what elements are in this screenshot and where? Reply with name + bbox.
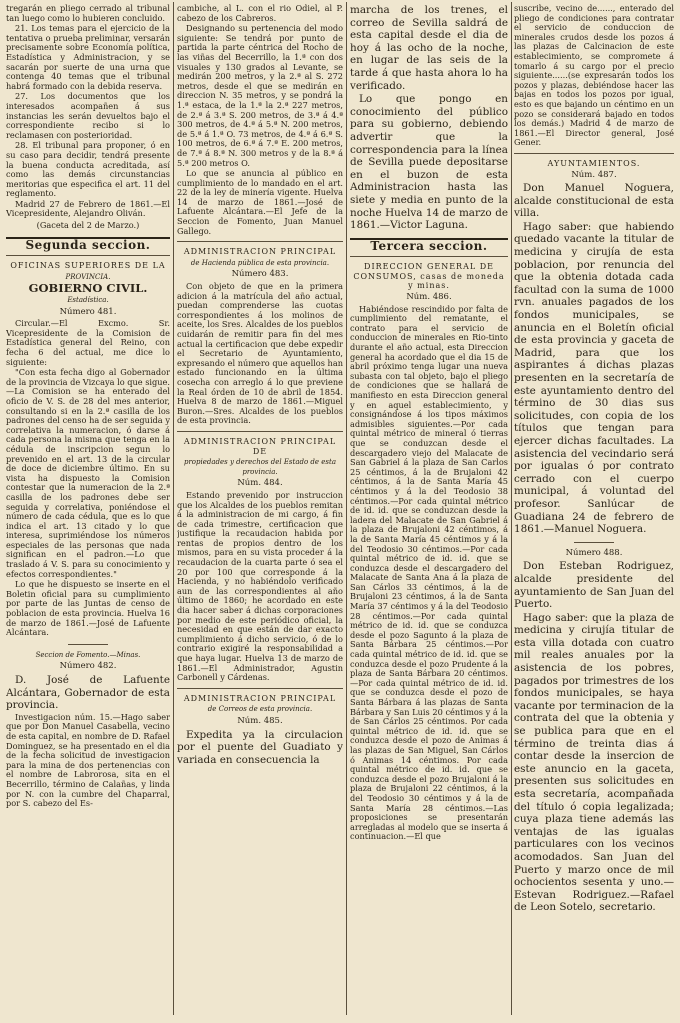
office-subheading: PROVINCIA. (65, 272, 111, 281)
admin-subheading: propiedades y derechos del Estado de esta provincia. (183, 458, 337, 476)
divider (6, 255, 170, 256)
notice-number: Número 488. (565, 547, 623, 558)
office-heading: OFICINAS SUPERIORES DE LA (10, 261, 166, 271)
paragraph: Habiéndose rescindido por falta de cumplimiento del rematante, el contrato para el servicio de conduccion de minerales en Rio-tinto durante el año actual, esta Direccion general ha acordado que el dia 15 de abril próximo tenga lugar una nueva subasta con tal objeto, bajo el pliego de condiciones que se hallará de manifiesto en esta Direccion general y en aquel establecimiento, y consignándose á los tipos máximos admisibles siguientes.—Por cada quintal métrico de mineral ó tierras que se conduzcan desde el descargadero viejo del Malacate de San Gabriel á la plaza de San Carlos 25 céntimos, á la de Brujaloni 42 céntimos, á la de Santa María 45 céntimos y á la del Teodosio 38 céntimos.—Por cada quintal métrico de id. id. que se conduzcan desde la ladera del Malacate de San Gabriel á la plaza de Brujaloni 42 céntimos, á la de Santa María 45 céntimos y á la del Teodosio 30 céntimos.—Por cada quintal métrico de id. id. que se conduzca desde el descargadero del Malacate de Santa Ana á la plaza de San Cárlos 33 céntimos, á la de Brujaloni 23 céntimos, á la de Santa María 37 céntimos y á la del Teodosio 28 céntimos.—Por cada quintal métrico de id. id. que se conduzca desde el pozo Sagunto á la plaza de Santa Bárbara 25 céntimos.—Por cada quintal métrico de id. id. que se conduzca desde el pozo Prudente á la plaza de Santa Bárbara 20 céntimos.—Por cada quintal métrico de id. id. que se conduzca desde el pozo de Santa Bárbara á las plazas de Santa Bárbara y San Luis 20 céntimos y á la de San Cárlos 25 céntimos. Por cada quintal métrico de id. id. que se conduzca desde el pozo de Animas á las plazas de San Miguel, San Cárlos ó Animas 14 céntimos. Por cada quintal métrico de id. id. que se conduzca desde el pozo Brujaloni á la plaza de Brujaloni 22 céntimos, á la del Teodosio 30 céntimos y á la de Santa María 28 céntimos.—Las proposiciones se presentarán arregladas al modelo que se inserta á continuacion.—El que (350, 303, 508, 842)
paragraph: 27. Los documentos que los interesados acompañen á sus instancias les serán devueltos bajo el correspondiente recibo si lo reclamasen con posterioridad. (6, 91, 170, 140)
notice-number: Núm. 486. (406, 292, 452, 303)
notice-number: Núm. 485. (237, 715, 283, 726)
divider (514, 153, 674, 154)
paragraph: Expedita ya la circulacion por el puente del Guadiato y variada en consecuencia la (177, 728, 343, 766)
paragraph: "Con esta fecha digo al Gobernador de la provincia de Vizcaya lo que sigue.—La Comision se ha enterado del oficio de V. S. de 28 del mes anterior, consultando si en la 2.ª casilla de los padrones del censo ha de ser seguida y correlativa la numeracion, ó darse á cada persona la misma que tenga en la cédula de inscripcion segun lo prevenido en el art. 13 de la circular de doce de diciembre último. En su vista ha dispuesto la Comision contestar que la numeracion de la 2.ª casilla de los padrones debe ser seguida y correlativa, poniéndose el número de cada cédula, que es lo que indica el art. 13 citado y lo que interesa, suprimiéndose los números especiales de las personas que nada significan en el padron.—Lo que traslado á V. S. para su conocimiento y efectos correspondientes." (6, 367, 170, 579)
paragraph: Don Manuel Noguera, alcalde constitucional de esta villa. (514, 182, 674, 220)
notice-number: Número 481. (59, 306, 117, 317)
divider (177, 241, 343, 242)
column-4 (514, 4, 674, 1017)
divider (177, 431, 343, 432)
subsection-label: Estadística. (67, 296, 109, 305)
subsection-label: Seccion de Fomento.—Minas. (35, 650, 141, 659)
paragraph: tregarán en pliego cerrado al tribunal tan luego como lo hubieren concluido. (6, 4, 170, 23)
paragraph: Con objeto de que en la primera adicion á la matrícula del año actual, puedan comprenderse las cuotas correspondientes á los molinos de aceite, los Sres. Alcaldes de los pueblos cuidarán de remitir para fin del mes actual la certificacion que debe expedir el Secretario de Ayuntamiento, expresando el número que aquellos han estado funcionando en la última cosecha con arreglo á lo que previene la Real órden de 10 de abril de 1854. Huelva 8 de marzo de 1861.—Miguel Buron.—Sres. Alcaldes de los pueblos de esta provincia. (177, 281, 343, 426)
column-2 (177, 4, 343, 1017)
column-rule (173, 2, 174, 1015)
divider (574, 542, 614, 543)
paragraph: 28. El tribunal para proponer, ó en su caso para decidir, tendrá presente la buena conducta acreditada, así como las demás circunstancias meritorias que especifica el art. 11 del reglamento. (6, 140, 170, 199)
paragraph: suscribe, vecino de......, enterado del pliego de condiciones para contratar el servicio de conduccion de minerales crudos desde los pozos á las plazas de Calcinacion de este establecimiento, se compromete á tomarlo á su cargo por el precio siguiente......(se expresarán todos los pozos y plazas, debiéndose hacer las bajas en todos los pozos por igual, esto es que bajando un céntimo en un pozo se considerará bajado en todos los demás.) Madrid 4 de marzo de 1861.—El Director general, José Gener. (514, 4, 674, 148)
paragraph: Estando prevenido por instruccion que los Alcaldes de los pueblos remitan á la administracion de mi cargo, á fin de cada trimestre, certificacion que justifique la recaudacion habida por rentas de propios dentro de los mismos, para en su vista proceder á la recaudacion de la cuarta parte ó sea el 20 por 100 que corresponde á la Hacienda, y no habiéndolo verificado aun de las correspondientes al año último de 1860; he acordado en este dia hacer saber á dichas corporaciones por medio de este periódico oficial, la necesidad en que están de dar exacto cumplimiento á dicho servicio, ó de lo contrario exigiré la responsabilidad a que haya lugar. Huelva 13 de marzo de 1861.—El Administrador, Agustin Carbonell y Cárdenas. (177, 489, 343, 683)
paragraph: Don Esteban Rodriguez, alcalde presidente del ayuntamiento de San Juan del Puerto. (514, 560, 674, 611)
paragraph: marcha de los trenes, el correo de Sevilla saldrá de esta capital desde el dia de hoy á las ocho de la noche, en lugar de las seis de la tarde á que hasta ahora lo ha verificado. (350, 4, 508, 92)
paragraph: cambiche, al L. con el rio Odiel, al P. cabezo de los Cabreros. (177, 4, 343, 23)
paragraph: Lo que se anuncia al público en cumplimiento de lo mandado en el art. 22 de la ley de minería vigente. Huelva 14 de marzo de 1861.—José de Lafuente Alcántara.—El Jefe de la Seccion de Fomento, Juan Manuel Gallego. (177, 168, 343, 236)
paragraph: Circular.—El Excmo. Sr. Vicepresidente de la Comision de Estadística general del Reino, con fecha 6 del actual, me dice lo siguiente: (6, 318, 170, 367)
paragraph: Hago saber: que habiendo quedado vacante la titular de medicina y cirujía de esta poblacion, por renuncia del que la obtenia dotada cada facultad con la suma de 1000 rvn. anuales pagados de los fondos municipales, se anuncia en el Boletín oficial de esta provincia y gaceta de Madrid, para que los aspirantes á dichas plazas presenten en la secretaría de este ayuntamiento dentro del término de 30 dias sus solicitudes, con copia de los títulos que tengan para ejercer dichas facultades. La asistencia del vecindario será por igualas ó por contrato cerrado con el cuerpo municipal, á voluntad del profesor. Sanlúcar de Guadiana 24 de febrero de 1861.—Manuel Noguera. (514, 220, 674, 536)
admin-heading: ADMINISTRACION PRINCIPAL (183, 247, 337, 257)
column-1 (6, 4, 170, 1017)
paragraph: Lo que he dispuesto se inserte en el Boletin oficial para su cumplimiento por parte de las Juntas de censo de poblacion de esta provincia. Huelva 16 de marzo de 1861.—José de Lafuente Alcántara. (6, 579, 170, 638)
gov-heading: GOBIERNO CIVIL. (28, 281, 148, 296)
notice-number: Núm. 484. (237, 478, 283, 489)
admin-subheading: de Hacienda pública de esta provincia. (190, 258, 330, 267)
column-rule (346, 2, 347, 1015)
divider (68, 644, 108, 645)
admin-subheading: de Correos de esta provincia. (207, 705, 313, 714)
section-heading: Tercera seccion. (370, 238, 488, 253)
admin-heading: ADMINISTRACION PRINCIPAL (183, 693, 337, 703)
divider (350, 256, 508, 257)
paragraph: Madrid 27 de Febrero de 1861.—El Vicepresidente, Alejandro Oliván. (6, 198, 170, 219)
column-rule (511, 2, 512, 1015)
ayuntamientos-heading: AYUNTAMIENTOS. (547, 158, 641, 168)
direction-heading: DIRECCION GENERAL DE CONSUMOS, casas de moneda y minas. (353, 262, 505, 291)
paragraph: Lo que pongo en conocimiento del público para su gobierno, debiendo advertir que la correspondencia para la línea de Sevilla puede depositarse en el buzon de esta Administracion hasta las siete y media en punto de la noche Huelva 14 de marzo de 1861.—Victor Laguna. (350, 93, 508, 232)
paragraph: Investigacion núm. 15.—Hago saber que por Don Manuel Casabella, vecino de esta capital, en nombre de D. Rafael Dominguez, se ha presentado en el dia de la fecha solicitud de investigacion para la mina de dos pertenencias con el nombre de Labrorosa, sita en el Becerrillo, término de Calañas, y linda por N. con la cumbre del Chaparral, por S. cabezo del Es- (6, 711, 170, 809)
admin-heading: ADMINISTRACION PRINCIPAL DE (183, 436, 337, 456)
paragraph: Hago saber: que la plaza de medicina y cirujía titular de esta villa dotada con cuatro mil reales anuales por la asistencia de los pobres, pagados por trimestres de los fondos municipales, se haya vacante por terminacion de la contrata del que la obtenia y se publica para que en el término de treinta dias á contar desde la insercion de este anuncio en la gaceta, presenten sus solicitudes en esta secretaría, acompañada del título ó copia legalizada; cuya plaza tiene además las ventajas de las igualas particulares con los vecinos acomodados. San Juan del Puerto y marzo once de mil ochocientos sesenta y uno.—Estevan Rodriguez.—Rafael de Leon Sotelo, secretario. (514, 611, 674, 914)
notice-number: Número 483. (231, 269, 289, 280)
paragraph: Designando su pertenencia del modo siguiente: Se tendrá por punto de partida la parte céntrica del Rocho de las viñas del Becerrillo, la 1.ª con dos visuales y 130 grados al Levante, se medirán 200 metros, y la 2.ª al S. 272 metros, desde el que se medirán en direccion N. 35 metros, y se pondrá la 1.ª estaca, de la 1.ª la 2.ª 227 metros, de 2.ª á 3.ª S. 200 metros, de 3.ª á 4.ª 300 metros, de 4.ª á 5.ª N. 200 metros, de 5.ª á 1.ª O. 73 metros, de 4.ª á 6.ª S. 100 metros, de 6.ª á 7.ª E. 200 metros, de 7.ª á 8.ª N. 300 metros y de la 8.ª á 5.ª 200 metros O. (177, 23, 343, 168)
divider (177, 688, 343, 689)
paragraph: D. José de Lafuente Alcántara, Gobernador de esta provincia. (6, 674, 170, 712)
column-3 (350, 4, 508, 1017)
section-heading: Segunda seccion. (25, 237, 151, 252)
paragraph: 21. Los temas para el ejercicio de la tentativa o prueba preliminar, versarán precisamente sobre Economía política, Estadística y Administracion, y se sacarán por suerte de una urna que contenga 40 temas que el tribunal habrá formado con la debida reserva. (6, 23, 170, 91)
notice-number: Núm. 487. (571, 169, 617, 180)
gaceta-note: (Gaceta del 2 de Marzo.) (36, 220, 140, 231)
notice-number: Número 482. (59, 661, 117, 672)
